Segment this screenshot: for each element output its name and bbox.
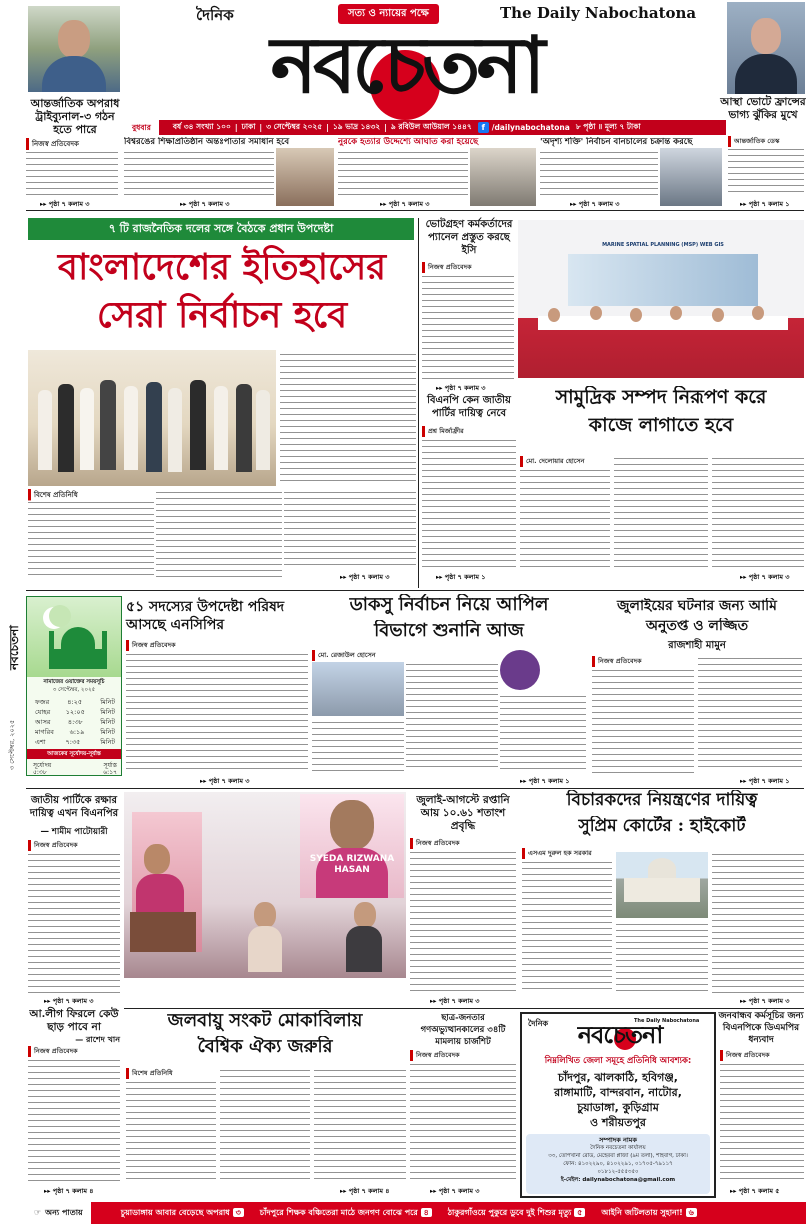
court-headline-line2: সুপ্রিম কোর্টের : হাইকোর্ট bbox=[578, 816, 746, 836]
bnp-program-headline: জনবান্ধব কর্মসূচির জন্য বিএনপিকে ডিএমপির ধন্যবাদ bbox=[718, 1011, 804, 1045]
strip-1-headline: বিশ্বরঙের শিক্ষাপ্রতিষ্ঠান অন্তঃপাতার সমাধান হবে bbox=[124, 137, 290, 147]
ducsu-logo bbox=[500, 650, 540, 690]
maritime-more: ▸▸ পৃষ্ঠা ৭ কলাম ৩ bbox=[740, 573, 790, 581]
student-headline: ছাত্র-জনতার গণঅভ্যুত্থানকালের ৩৪টি মামলায় চার্জশিট bbox=[420, 1013, 506, 1047]
bnp-byline: প্রশ্ন মির্জাফ্রীর bbox=[422, 426, 464, 437]
maritime-byline: মো. দেলোয়ার হোসেন bbox=[520, 456, 585, 467]
strip-3-photo bbox=[660, 148, 722, 206]
jatiya-headline: জাতীয় পার্টিকে রক্ষার দায়িত্ব এখন বিএনপির bbox=[29, 795, 119, 819]
dateline-date-bn: ১৯ ভাদ্র ১৪৩২ bbox=[332, 121, 381, 131]
footer-item[interactable]: চাঁদপুরে শিক্ষক বঞ্চিতেরা মাঠে জনগণ বোঝে পরে ৪ bbox=[260, 1207, 432, 1220]
july-byline: নিজস্ব প্রতিবেদক bbox=[592, 656, 642, 667]
prayer-row: এশা ৭:৩৫ মিনিট bbox=[35, 738, 115, 746]
ducsu-headline-line2: বিভাগে শুনানি আজ bbox=[374, 620, 524, 641]
bnp-headline: বিএনপি কেন জাতীয় পার্টির দায়িত্ব নেবে bbox=[427, 395, 511, 419]
july-sub: রাজশাহী মামুন bbox=[668, 640, 726, 651]
side-date: ৩ সেপ্টেম্বর, ২০২৫ bbox=[8, 719, 16, 770]
strip-1-more: ▸▸ পৃষ্ঠা ৭ কলাম ৩ bbox=[180, 200, 230, 208]
court-byline: এসএম দুরুল হক সরকার bbox=[522, 848, 592, 859]
lead-more: ▸▸ পৃষ্ঠা ৭ কলাম ৩ bbox=[340, 573, 390, 581]
strip-2-more: ▸▸ পৃষ্ঠা ৭ কলাম ৩ bbox=[380, 200, 430, 208]
footer-item[interactable]: ঠাকুরগাঁওয়ে পুকুরে ডুবে দুই শিশুর মৃত্যু ৫ bbox=[448, 1207, 586, 1220]
footer-item[interactable]: চুয়াডাঙ্গায় আবার বেড়েছে অপরাধ ৩ bbox=[121, 1207, 244, 1220]
ncp-more: ▸▸ পৃষ্ঠা ৭ কলাম ৩ bbox=[200, 777, 250, 785]
ear-right-more: ▸▸ পৃষ্ঠা ৭ কলাম ১ bbox=[740, 200, 790, 208]
ear-right-byline: আন্তর্জাতিক ডেস্ক bbox=[728, 136, 779, 147]
maritime-headline-line2: কাজে লাগাতে হবে bbox=[588, 414, 734, 436]
ad-districts-line3: চুয়াডাঙ্গা, কুড়িগ্রাম bbox=[577, 1101, 659, 1114]
ad-address: ৩৩, তোপখানা রোড, মেহেরবা প্লাজা (৯ম তলা), শাহবাগ, ঢাকা। bbox=[548, 1153, 688, 1159]
july-headline-line1: জুলাইয়ের ঘটনার জন্য আমি bbox=[617, 598, 777, 614]
climate-more: ▸▸ পৃষ্ঠা ৭ কলাম ৪ bbox=[340, 1187, 390, 1195]
sunrise-time: ৫:৩৮ bbox=[33, 769, 47, 776]
awami-more: ▸▸ পৃষ্ঠা ৭ কলাম ৪ bbox=[44, 1187, 94, 1195]
dateline-city: ঢাকা bbox=[241, 121, 256, 131]
court-headline-line1: বিচারকদের নিয়ন্ত্রণের দায়িত্ব bbox=[566, 790, 758, 810]
export-headline: জুলাই-আগস্টে রপ্তানি আয় ১০.৬১ শতাংশ প্রবৃদ্ধি bbox=[416, 794, 510, 832]
facebook-icon: f bbox=[478, 122, 489, 133]
prayer-row: ফজর ৪:২৫ মিনিট bbox=[35, 698, 115, 706]
ad-mobile: ০১৮১২-৫৫৫৩৫০ bbox=[597, 1169, 639, 1175]
dateline-day: বুধবার bbox=[124, 120, 159, 135]
ad-districts-line4: ও শরীয়তপুর bbox=[590, 1116, 646, 1129]
jatiya-sub: — শামীম পাটোয়ারী bbox=[40, 827, 108, 837]
footer-label: অন্য পাতায় bbox=[45, 1208, 83, 1217]
prayer-row: যোহর ১২:০৫ মিনিট bbox=[35, 708, 115, 716]
prayer-row: আসর ৪:৩৮ মিনিট bbox=[35, 718, 115, 726]
student-more: ▸▸ পৃষ্ঠা ৭ কলাম ৩ bbox=[430, 1187, 480, 1195]
footer-bar bbox=[26, 1202, 806, 1224]
court-more: ▸▸ পৃষ্ঠা ৭ কলাম ৩ bbox=[740, 997, 790, 1005]
prayer-row: মাগরিব ৬:১৯ মিনিট bbox=[35, 728, 115, 736]
ear-left-byline: নিজস্ব প্রতিবেদক bbox=[26, 138, 79, 150]
ear-left-more: ▸▸ পৃষ্ঠা ৭ কলাম ৩ bbox=[40, 200, 90, 208]
maritime-photo bbox=[518, 220, 804, 378]
climate-inset-photo bbox=[300, 794, 404, 898]
dateline-volume: বর্ষ ৩৪ সংখ্যা ১০০ bbox=[172, 121, 231, 131]
lead-photo bbox=[28, 350, 276, 486]
maritime-headline-line1: সামুদ্রিক সম্পদ নিরূপণ করে bbox=[555, 386, 767, 408]
prayer-date: ৩ সেপ্টেম্বর, ২০২৫ bbox=[52, 687, 96, 693]
ec-headline: ভোটগ্রহণ কর্মকর্তাদের প্যানেল প্রস্তুত করছে ইসি bbox=[425, 219, 513, 256]
dateline-facebook[interactable]: /dailynabochatona bbox=[491, 123, 570, 132]
masthead-title: নবচেতনা bbox=[270, 20, 542, 111]
lead-byline: বিশেষ প্রতিনিধি bbox=[28, 489, 78, 501]
ducsu-photo bbox=[312, 662, 404, 716]
hand-pointer-icon: ☞ bbox=[34, 1208, 42, 1217]
sunrise-label: সূর্যোদয় bbox=[33, 762, 52, 769]
climate-byline: বিশেষ প্রতিনিধি bbox=[126, 1068, 173, 1079]
july-headline-line2: অনুতপ্ত ও লজ্জিত bbox=[645, 618, 749, 634]
ear-left-photo bbox=[28, 6, 120, 92]
ad-email[interactable]: ই-মেইল: dailynabochatona@gmail.com bbox=[560, 1177, 676, 1183]
dateline-date-en: ৩ সেপ্টেম্বর ২০২৫ bbox=[266, 121, 323, 131]
ducsu-headline-line1: ডাকসু নির্বাচন নিয়ে আপিল bbox=[349, 594, 549, 615]
ad-districts-line1: চাঁদপুর, ঝালকাঠি, হবিগঞ্জ, bbox=[558, 1071, 678, 1084]
prayer-title: নামাজের ওয়াক্তের সময়সূচি bbox=[43, 679, 105, 685]
export-more: ▸▸ পৃষ্ঠা ৭ কলাম ৩ bbox=[430, 997, 480, 1005]
student-byline: নিজস্ব প্রতিবেদক bbox=[410, 1050, 460, 1061]
ad-contact-box bbox=[526, 1134, 710, 1194]
ad-paper-name: নবচেতনা bbox=[577, 1020, 663, 1049]
recruitment-ad bbox=[520, 1012, 716, 1198]
dateline-pages-price: ৮ পৃষ্ঠা ॥ মূল্য ৭ টাকা bbox=[575, 121, 641, 131]
ec-more: ▸▸ পৃষ্ঠা ৭ কলাম ৩ bbox=[436, 384, 486, 392]
court-photo bbox=[616, 852, 708, 918]
bnp-program-more: ▸▸ পৃষ্ঠা ৭ কলাম ৫ bbox=[730, 1187, 780, 1195]
sunset-time: ৬:১৭ bbox=[103, 769, 117, 776]
bnp-more: ▸▸ পৃষ্ঠা ৭ কলাম ১ bbox=[436, 573, 486, 581]
footer-label-box bbox=[26, 1202, 91, 1224]
jatiya-more: ▸▸ পৃষ্ঠা ৭ কলাম ৩ bbox=[44, 997, 94, 1005]
awami-byline: নিজস্ব প্রতিবেদক bbox=[28, 1046, 78, 1057]
lead-headline-line2: সেরা নির্বাচন হবে bbox=[96, 294, 348, 336]
climate-headline-line2: বৈশ্বিক ঐক্য জরুরি bbox=[197, 1036, 333, 1057]
footer-item[interactable]: আইনি জটিলতায় সুহানা! ৬ bbox=[601, 1207, 696, 1220]
masthead-english-name: The Daily Nabochatona bbox=[500, 4, 697, 22]
strip-2-photo bbox=[470, 148, 536, 206]
masthead-prefix: দৈনিক bbox=[196, 6, 234, 24]
strip-1-photo bbox=[276, 148, 334, 206]
dateline-bar: বুধবার বর্ষ ৩৪ সংখ্যা ১০০ | ঢাকা | ৩ সেপ্টেম্বর ২০২৫ | ১৯ ভাদ্র ১৪৩২ | ৯ রবিউল আউয়াল ১৪৪৭ f /dailynabochatona ৮ পৃষ্ঠা ॥ মূল্য ৭ টাকা bbox=[124, 120, 726, 135]
strip-3-more: ▸▸ পৃষ্ঠা ৭ কলাম ৩ bbox=[570, 200, 620, 208]
side-logo: নবচেতনা bbox=[7, 625, 21, 670]
ad-contact-title: সম্পাদক নামক bbox=[599, 1136, 637, 1144]
ear-left-headline: আন্তর্জাতিক অপরাধ ট্রাইব্যুনাল-৩ গঠন হতে পারে bbox=[30, 97, 120, 136]
lead-headline-line1: বাংলাদেশের ইতিহাসের bbox=[57, 246, 387, 288]
strip-2-headline: নুরকে হত্যার উদ্দেশ্যে আঘাত করা হয়েছে bbox=[338, 137, 479, 147]
prayer-times bbox=[35, 697, 115, 747]
prayer-logo-area bbox=[27, 597, 121, 677]
ad-contact-sub: দৈনিক নবচেতনা কার্যালয় bbox=[590, 1145, 646, 1151]
ducsu-byline: মো. রেজাউল হোসেন bbox=[312, 650, 376, 661]
ad-districts-line2: রাঙ্গামাটি, বান্দরবান, নাটোর, bbox=[554, 1086, 682, 1099]
ncp-headline: ৫১ সদস্যের উপদেষ্টা পরিষদ আসছে এনসিপির bbox=[126, 599, 285, 633]
bnp-program-byline: নিজস্ব প্রতিবেদক bbox=[720, 1050, 770, 1061]
ducsu-more: ▸▸ পৃষ্ঠা ৭ কলাম ১ bbox=[520, 777, 570, 785]
ncp-byline: নিজস্ব প্রতিবেদক bbox=[126, 640, 176, 651]
awami-sub: — রাশেদ খান bbox=[75, 1035, 120, 1044]
climate-photo-banner: SYEDA RIZWANA HASAN bbox=[309, 854, 395, 875]
prayer-box bbox=[26, 596, 122, 776]
ad-title: নিম্নলিখিত জেলা সমূহে প্রতিনিধি আবশ্যক: bbox=[544, 1056, 692, 1066]
ad-paper-prefix: দৈনিক bbox=[528, 1019, 549, 1028]
maritime-banner: MARINE SPATIAL PLANNING (MSP) WEB GIS bbox=[602, 242, 724, 248]
masthead-slogan: সত্য ও ন্যায়ের পক্ষে bbox=[338, 4, 439, 24]
ad-phone: ফোন: ৪১০২২৯০, ৪১০২২৯১, ০১৭০৫-৭৯১১৭ bbox=[563, 1161, 673, 1167]
july-more: ▸▸ পৃষ্ঠা ৭ কলাম ১ bbox=[740, 777, 790, 785]
awami-headline: আ.লীগ ফিরলে কেউ ছাড় পাবে না bbox=[29, 1008, 119, 1033]
sun-title: আজকের সূর্যোদয়-সূর্যাস্ত bbox=[27, 749, 121, 759]
jatiya-byline: নিজস্ব প্রতিবেদক bbox=[28, 840, 78, 851]
sunset-label: সূর্যাস্ত bbox=[103, 762, 117, 769]
export-byline: নিজস্ব প্রতিবেদক bbox=[410, 838, 460, 849]
ear-right-headline: আস্থা ভোটে ফ্রান্সের ভাগ্য ঝুঁকির মুখে bbox=[720, 96, 806, 121]
lead-kicker: ৭ টি রাজনৈতিক দলের সঙ্গে বৈঠকে প্রধান উপদেষ্টা bbox=[28, 218, 414, 240]
ear-right-photo bbox=[727, 2, 805, 94]
strip-3-headline: 'অদৃশ্য শক্তি' নির্বাচন বানচালের চক্রান্ত করছে bbox=[540, 137, 693, 147]
dateline-date-hijri: ৯ রবিউল আউয়াল ১৪৪৭ bbox=[390, 121, 472, 131]
ec-byline: নিজস্ব প্রতিবেদক bbox=[422, 262, 472, 273]
ad-english-name: The Daily Nabochatona bbox=[634, 1018, 700, 1024]
climate-headline-line1: জলবায়ু সংকট মোকাবিলায় bbox=[167, 1010, 363, 1031]
